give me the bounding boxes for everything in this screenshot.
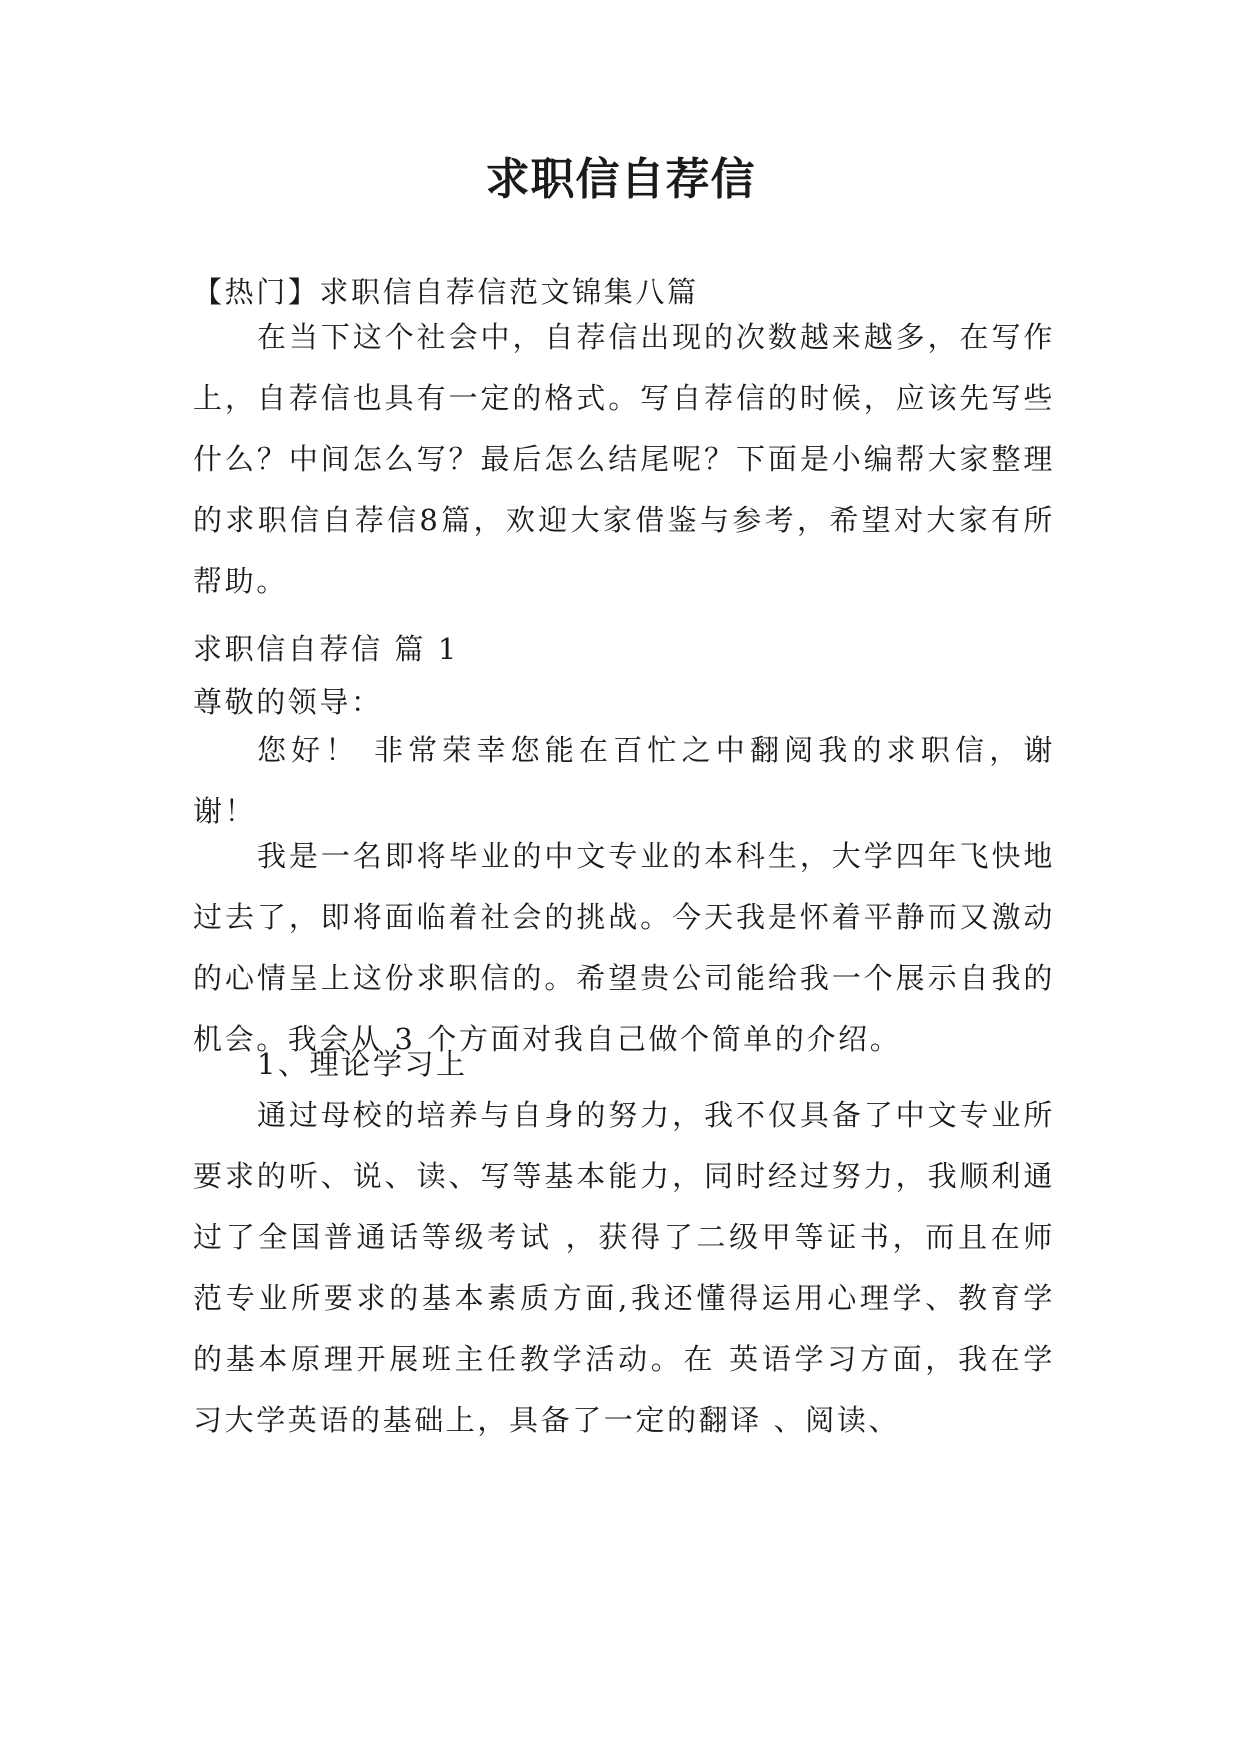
document-title: 求职信自荐信 — [485, 154, 756, 205]
body-paragraph-2: 通过母校的培养与自身的努力，我不仅具备了中文专业所要求的听、说、读、写等基本能力，同时经过努力，我顺利通过了全国普通话等级考试 ，获得了二级甲等证书，而且在师范专业所要求的基本素质方面,我还懂得运用心理学、教育学的基本原理开展班主任教学活动。在 英语学习方面，我在学习大学英语的基础上，具备了一定的翻译 、阅读、 — [193, 1098, 1055, 1437]
document-subtitle: 【热门】求职信自荐信范文锦集八篇 — [193, 275, 699, 309]
body-paragraph-1: 我是一名即将毕业的中文专业的本科生，大学四年飞快地过去了，即将面临着社会的挑战。今天我是怀着平静而又激动的心情呈上这份求职信的。希望贵公司能给我一个展示自我的机会。我会从 3 个方面对我自己做个简单的介绍。 — [193, 839, 1055, 1056]
greeting-paragraph: 您好！ 非常荣幸您能在百忙之中翻阅我的求职信，谢谢！ — [193, 733, 1055, 828]
salutation: 尊敬的领导： — [193, 685, 383, 719]
list-item-theory-study: 1、理论学习上 — [257, 1047, 468, 1081]
section-heading: 求职信自荐信 篇 1 — [193, 632, 459, 666]
intro-paragraph: 在当下这个社会中，自荐信出现的次数越来越多，在写作上，自荐信也具有一定的格式。写自荐信的时候，应该先写些什么？中间怎么写？最后怎么结尾呢？下面是小编帮大家整理的求职信自荐信8篇，欢迎大家借鉴与参考，希望对大家有所帮助。 — [193, 320, 1055, 598]
